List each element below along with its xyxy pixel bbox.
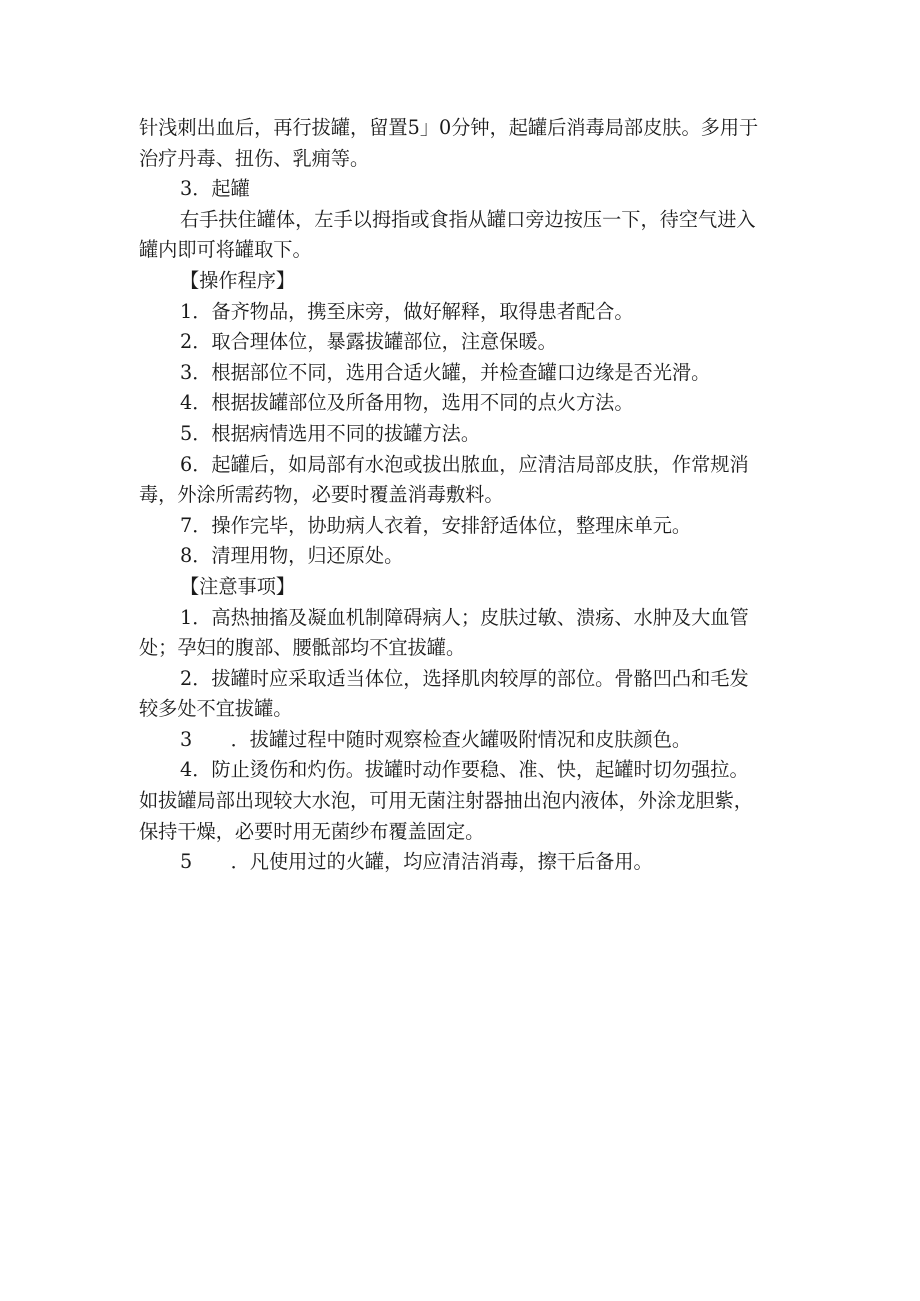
text-line: 针浅刺出血后，再行拔罐，留置5」0分钟，起罐后消毒局部皮肤。多用于 (139, 116, 759, 139)
list-item-continuation: 处；孕妇的腹部、腰骶部均不宜拔罐。 (139, 636, 466, 660)
text-line: 右手扶住罐体，左手以拇指或食指从罐口旁边按压一下，待空气进入 (180, 207, 756, 231)
list-item-continuation: 毒，外涂所需药物，必要时覆盖消毒敷料。 (139, 483, 504, 507)
list-item: 5．根据病情选用不同的拔罐方法。 (180, 421, 481, 445)
text-line: 罐内即可将罐取下。 (139, 238, 312, 262)
section-heading-procedure: 【操作程序】 (180, 268, 296, 292)
list-item: 5 ．凡使用过的火罐，均应清洁消毒，擦干后备用。 (180, 850, 653, 874)
list-item-continuation: 保持干燥，必要时用无菌纱布覆盖固定。 (139, 819, 485, 843)
list-item: 1．高热抽搐及凝血机制障碍病人；皮肤过敏、溃疡、水肿及大血管 (180, 605, 749, 629)
list-item: 2．拔罐时应采取适当体位，选择肌肉较厚的部位。骨骼凹凸和毛发 (180, 666, 749, 690)
list-item-continuation: 较多处不宜拔罐。 (139, 697, 293, 721)
list-item: 3．根据部位不同，选用合适火罐，并检查罐口边缘是否光滑。 (180, 360, 711, 384)
list-item: 4．根据拔罐部位及所备用物，选用不同的点火方法。 (180, 391, 634, 415)
list-item: 8．清理用物，归还原处。 (180, 544, 404, 568)
list-item-continuation: 如拔罐局部出现较大水泡，可用无菌注射器抽出泡内液体，外涂龙胆紫， (139, 789, 753, 813)
list-item: 6．起罐后，如局部有水泡或拔出脓血，应清洁局部皮肤，作常规消 (180, 452, 749, 476)
list-item: 4．防止烫伤和灼伤。拔罐时动作要稳、准、快，起罐时切勿强拉。 (180, 758, 749, 782)
list-item: 2．取合理体位，暴露拔罐部位，注意保暖。 (180, 330, 557, 354)
list-item: 3 ．拔罐过程中随时观察检查火罐吸附情况和皮肤颜色。 (180, 727, 692, 751)
section-heading-precautions: 【注意事项】 (180, 574, 296, 598)
section-heading-qiguan: 3．起罐 (180, 177, 250, 201)
list-item: 7．操作完毕，协助病人衣着，安排舒适体位，整理床单元。 (180, 513, 692, 537)
text-line: 治疗丹毒、扭伤、乳痈等。 (139, 146, 370, 170)
list-item: 1．备齐物品，携至床旁，做好解释，取得患者配合。 (180, 299, 634, 323)
document-page (139, 113, 789, 878)
